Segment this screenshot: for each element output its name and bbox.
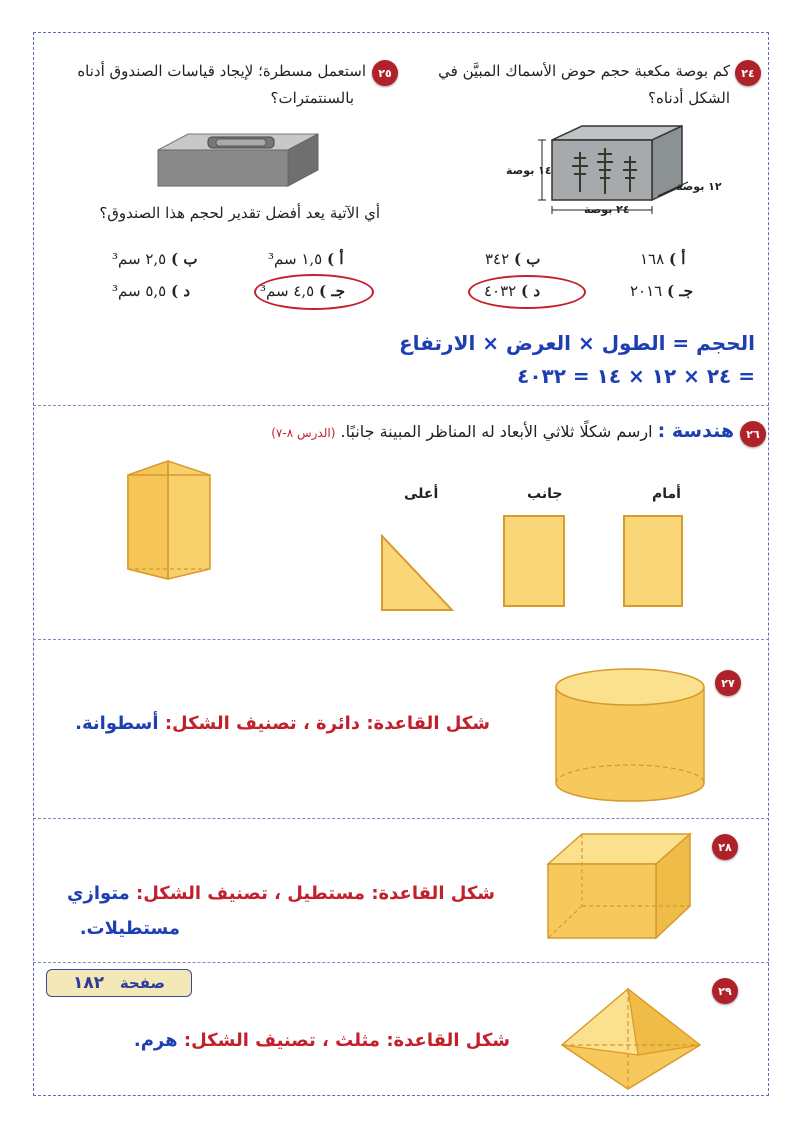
lesson-reference: (الدرس ٨-٧) xyxy=(271,426,336,440)
question-number-27: ٢٧ xyxy=(715,670,741,696)
q28-base-label: شكل القاعدة: xyxy=(371,883,495,904)
side-view-rectangle xyxy=(500,512,568,612)
view-label-front: أمام xyxy=(652,486,681,502)
pyramid xyxy=(556,985,706,1095)
page-number: ١٨٢ xyxy=(73,973,105,993)
page-label: صفحة xyxy=(119,974,166,992)
question-26-text xyxy=(120,420,734,442)
question-number-28: ٢٨ xyxy=(712,834,738,860)
front-view-rectangle xyxy=(620,512,688,612)
q28-answer xyxy=(60,883,495,904)
section-divider xyxy=(33,405,769,406)
rectangular-prism xyxy=(542,826,697,946)
question-26-instruction: ارسم شكلًا ثلاثي الأبعاد له المناظر المبينة جانبًا. xyxy=(340,422,653,441)
q27-base-value: دائرة ، تصنيف الشكل: xyxy=(164,713,361,734)
question-24-line2: الشكل أدناه؟ xyxy=(648,89,730,107)
question-24-text xyxy=(412,58,730,112)
question-number-26: ٢٦ xyxy=(740,421,766,447)
q27-base-label: شكل القاعدة: xyxy=(366,713,490,734)
top-view-triangle xyxy=(378,532,458,614)
box-figure xyxy=(150,128,325,193)
q29-shape: هرم. xyxy=(133,1030,178,1051)
answer-circle-q24 xyxy=(468,275,586,309)
page-number-badge xyxy=(46,969,192,997)
question-25-prompt: أي الآتية يعد أفضل تقدير لحجم هذا الصندوق؟ xyxy=(99,204,380,222)
aquarium-length-label: ٢٤ بوصة xyxy=(584,203,630,216)
cylinder xyxy=(550,665,710,810)
question-number-24: ٢٤ xyxy=(735,60,761,86)
q24-option-c: جـ ) ٢٠١٦ xyxy=(630,282,694,300)
q24-option-d: د ) ٤٠٣٢ xyxy=(484,282,541,300)
q29-base-value: مثلث ، تصنيف الشكل: xyxy=(183,1030,381,1051)
q24-option-a: أ ) ١٦٨ xyxy=(640,250,686,268)
section-divider xyxy=(33,962,769,963)
question-number-29: ٢٩ xyxy=(712,978,738,1004)
q28-shape-line1: متوازي xyxy=(66,883,130,904)
question-24-line1: كم بوصة مكعبة حجم حوض الأسماك المبيَّن في xyxy=(438,62,730,80)
question-25-line2: بالسنتمترات؟ xyxy=(270,89,354,107)
q25-option-a: أ ) ١,٥ سم³ xyxy=(268,250,344,268)
volume-formula: الحجم = الطول × العرض × الارتفاع xyxy=(398,331,755,355)
q27-shape: أسطوانة. xyxy=(75,713,159,734)
question-number-25: ٢٥ xyxy=(372,60,398,86)
aquarium-width-label: ١٢ بوصة xyxy=(676,180,722,193)
question-25-text xyxy=(60,58,366,112)
view-label-top: أعلى xyxy=(404,486,439,502)
q29-answer xyxy=(60,1030,510,1051)
answer-circle-q25 xyxy=(254,274,374,310)
q25-option-d: د ) ٥,٥ سم³ xyxy=(112,282,191,300)
volume-calculation: = ٢٤ × ١٢ × ١٤ = ٤٠٣٢ xyxy=(517,364,755,388)
section-divider xyxy=(33,818,769,819)
triangular-prism xyxy=(122,455,217,585)
question-25-line1: استعمل مسطرة؛ لإيجاد قياسات الصندوق أدناه xyxy=(77,62,366,80)
q24-option-b: ب ) ٣٤٢ xyxy=(485,250,541,268)
q25-option-b: ب ) ٢,٥ سم³ xyxy=(112,250,198,268)
aquarium-height-label: ١٤ بوصة xyxy=(506,164,552,177)
view-label-side: جانب xyxy=(527,486,563,502)
section-divider xyxy=(33,639,769,640)
q28-base-value: مستطيل ، تصنيف الشكل: xyxy=(136,883,366,904)
q28-shape-line2: مستطيلات. xyxy=(79,918,180,939)
q27-answer xyxy=(60,713,490,734)
q25-option-c: جـ ) ٤,٥ سم³ xyxy=(260,282,346,300)
question-26-title: هندسة : xyxy=(657,420,734,442)
q29-base-label: شكل القاعدة: xyxy=(386,1030,510,1051)
